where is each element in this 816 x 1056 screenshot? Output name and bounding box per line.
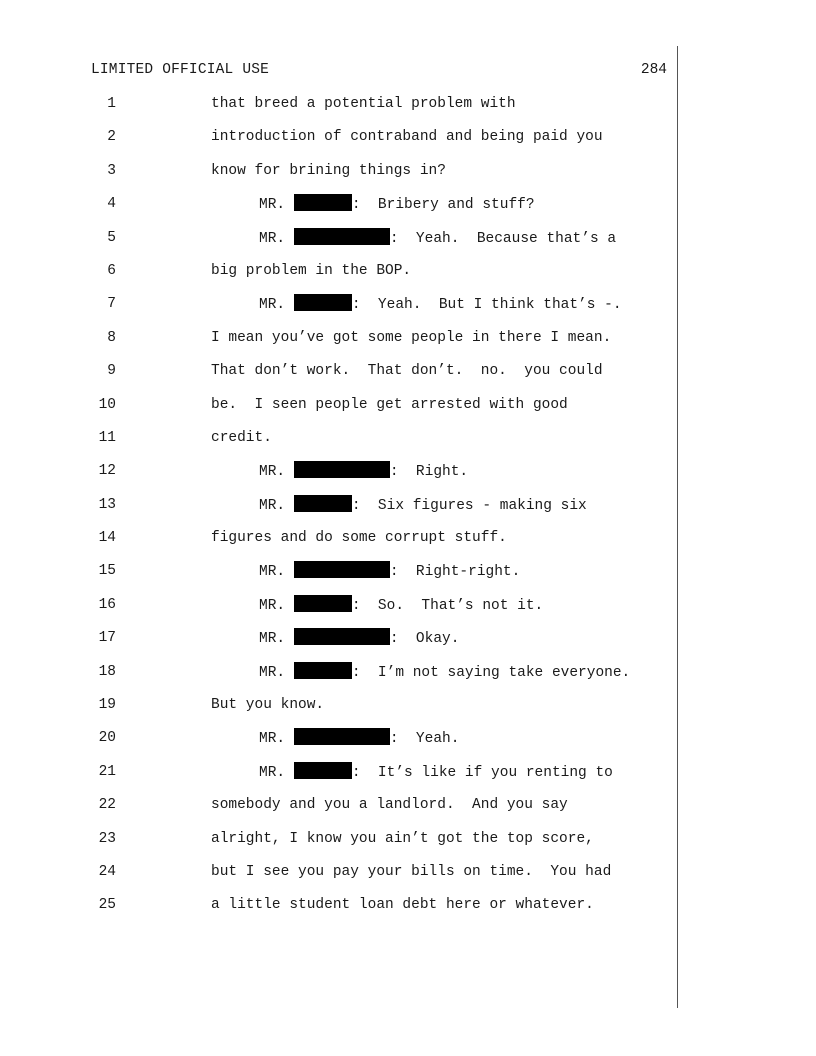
line-text: credit. (211, 429, 272, 446)
transcript-line (0, 228, 677, 261)
speaker-prefix: MR. (259, 764, 286, 781)
line-text: figures and do some corrupt stuff. (211, 530, 507, 547)
line-text: big problem in the BOP. (211, 262, 412, 279)
line-text: I mean you’ve got some people in there I mean. (211, 329, 612, 346)
redacted-name-box (294, 461, 390, 478)
transcript-line (0, 294, 677, 327)
line-text: know for brining things in? (211, 162, 446, 179)
transcript-line (0, 395, 677, 428)
transcript-line (0, 762, 677, 795)
right-margin-rule (677, 46, 678, 1008)
classification-header: LIMITED OFFICIAL USE (91, 62, 270, 78)
redacted-name-box (294, 194, 352, 211)
line-number: 10 (98, 396, 116, 413)
transcript-line (0, 161, 677, 194)
speaker-text: : Yeah. But I think that’s -. (351, 297, 622, 314)
transcript-line (0, 829, 677, 862)
speaker-line (259, 728, 459, 749)
transcript-line (0, 795, 677, 828)
speaker-line (259, 628, 459, 649)
line-number: 16 (98, 596, 116, 613)
line-number: 20 (98, 730, 116, 747)
redacted-name-box (294, 561, 390, 578)
line-text: alright, I know you ain’t got the top score, (211, 830, 594, 847)
redacted-name-box (294, 662, 352, 679)
redacted-name-box (294, 762, 352, 779)
transcript-line (0, 194, 677, 227)
line-text: a little student loan debt here or whatever. (211, 897, 594, 914)
transcript-line (0, 528, 677, 561)
redacted-name-box (294, 628, 390, 645)
speaker-text: : So. That’s not it. (351, 597, 544, 614)
line-text: be. I seen people get arrested with good (211, 396, 568, 413)
redacted-name-box (294, 228, 390, 245)
line-number: 1 (107, 96, 116, 112)
line-number: 22 (98, 797, 116, 814)
line-text: But you know. (211, 697, 325, 714)
line-number: 13 (98, 496, 116, 513)
speaker-text: : I’m not saying take everyone. (351, 664, 631, 681)
line-number: 24 (98, 863, 116, 880)
speaker-text: : Six figures - making six (351, 497, 587, 514)
speaker-prefix: MR. (259, 197, 286, 214)
transcript-line (0, 428, 677, 461)
transcript-line (0, 895, 677, 928)
speaker-text: : Right. (389, 464, 469, 481)
speaker-line (259, 762, 613, 783)
transcript-line (0, 695, 677, 728)
line-text: that breed a potential problem with (211, 96, 516, 112)
speaker-prefix: MR. (259, 230, 286, 247)
transcript-line (0, 495, 677, 528)
speaker-line (259, 194, 535, 215)
line-number: 3 (107, 162, 116, 179)
line-number: 8 (107, 329, 116, 346)
speaker-prefix: MR. (259, 297, 286, 314)
speaker-line (259, 561, 520, 582)
line-number: 17 (98, 630, 116, 647)
transcript-line (0, 461, 677, 494)
line-text: introduction of contraband and being paid you (211, 129, 603, 146)
redacted-name-box (294, 728, 390, 745)
speaker-prefix: MR. (259, 664, 286, 681)
line-number: 15 (98, 563, 116, 580)
speaker-prefix: MR. (259, 597, 286, 614)
speaker-text: : Yeah. (389, 731, 460, 748)
line-number: 4 (107, 196, 116, 213)
line-number: 18 (98, 663, 116, 680)
transcript-line (0, 361, 677, 394)
line-number: 5 (107, 229, 116, 246)
line-number: 25 (98, 897, 116, 914)
speaker-text: : Yeah. Because that’s a (389, 230, 617, 247)
transcript-line (0, 328, 677, 361)
line-number: 21 (98, 763, 116, 780)
speaker-line (259, 228, 616, 249)
line-number: 19 (98, 697, 116, 714)
line-number: 9 (107, 363, 116, 380)
transcript-line (0, 862, 677, 895)
redacted-name-box (294, 294, 352, 311)
speaker-prefix: MR. (259, 631, 286, 648)
redacted-name-box (294, 495, 352, 512)
speaker-line (259, 595, 543, 616)
speaker-line (259, 662, 630, 683)
page-number: 284 (640, 62, 667, 78)
speaker-prefix: MR. (259, 731, 286, 748)
line-number: 14 (98, 530, 116, 547)
transcript-line (0, 561, 677, 594)
line-text: That don’t work. That don’t. no. you could (211, 363, 603, 380)
line-number: 23 (98, 830, 116, 847)
speaker-prefix: MR. (259, 497, 286, 514)
line-number: 11 (98, 429, 116, 446)
speaker-text: : Okay. (389, 631, 460, 648)
redacted-name-box (294, 595, 352, 612)
speaker-text: : Right-right. (389, 564, 521, 581)
transcript-line (0, 595, 677, 628)
transcript-line (0, 261, 677, 294)
speaker-prefix: MR. (259, 564, 286, 581)
transcript-lines (0, 94, 677, 929)
transcript-line (0, 628, 677, 661)
line-text: but I see you pay your bills on time. You had (211, 863, 612, 880)
speaker-text: : It’s like if you renting to (351, 764, 613, 781)
transcript-line (0, 662, 677, 695)
transcript-line (0, 94, 677, 127)
speaker-prefix: MR. (259, 464, 286, 481)
line-number: 7 (107, 296, 116, 313)
speaker-line (259, 461, 468, 482)
speaker-line (259, 495, 587, 516)
line-number: 6 (107, 262, 116, 279)
line-number: 2 (107, 129, 116, 146)
speaker-line (259, 294, 622, 315)
transcript-line (0, 728, 677, 761)
transcript-line (0, 127, 677, 160)
line-text: somebody and you a landlord. And you say (211, 797, 568, 814)
speaker-text: : Bribery and stuff? (351, 197, 535, 214)
line-number: 12 (98, 463, 116, 480)
